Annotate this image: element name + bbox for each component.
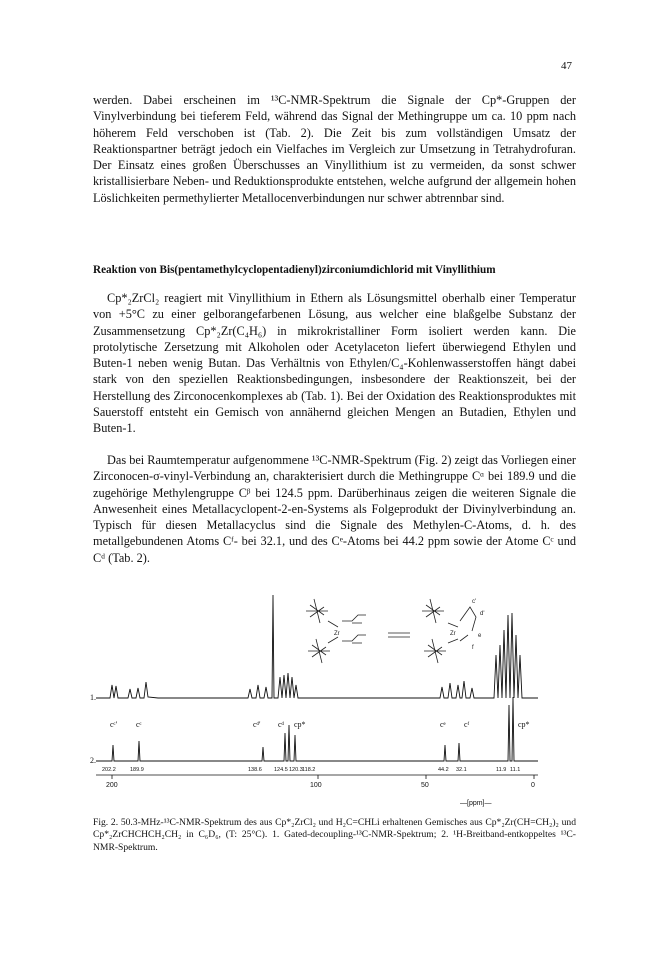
peak-label-cd: cᵈ [278,720,285,729]
peak-value-202: 202.2 [102,767,116,773]
spectrum2-label: 2. [90,756,96,765]
peak-label-cd-prime: cᵈ' [253,720,261,729]
structure-label-d: d' [480,611,485,617]
axis-tick-100: 100 [310,782,322,789]
peak-label-ce: cᵉ [440,720,446,729]
paragraph-intro: werden. Dabei erscheinen im ¹³C-NMR-Spektrum die Signale der Cp*-Gruppen der Vinylverbindung bei tieferem Feld, während das Signal der Methingruppe um ca. 10 ppm nach höherem Feld verschoben ist (Tab. 2). Die Zeit bis zum vollständigen Umsatz der Reaktionspartner beträgt jedoch ein Vielfaches im Vergleich zur Umsetzung in Tetrahydrofuran. Der Einsatz eines großen Überschusses an Vinyllithium ist zu vermeiden, da sonst schwer kristallisierbare Neben- und Reduktionsprodukte entstehen, welche aufgrund der allgemein hohen Löslichkeiten permethylierter Metallocenverbindungen nur schwer abtrennbar sind. [93,93,576,205]
peak-label-cp-star-2: cp* [518,720,530,729]
peak-value-120: 120.3 [289,767,303,773]
paragraph-nmr: Das bei Raumtemperatur aufgenommene ¹³C-NMR-Spektrum (Fig. 2) zeigt das Vorliegen einer Zirconocen-σ-vinyl-Verbindung an, charakterisiert durch die Methingruppe Cᵅ bei 189.9 und die zugehörige Methylengruppe Cᵝ bei 124.5 ppm. Darüberhinaus zeigen die weiteren Signale die Anwesenheit eines Metallacyclopent-2-en-Systems als Folgeprodukt der Divinylverbindung an. Typisch für diesen Metallacyclus sind die Signale des Methylen-C-Atoms, d. h. des metallgebundenen Atoms Cᶠ- bei 32.1, und des Cᵉ-Atoms bei 44.2 ppm sowie der Atome Cᶜ und Cᵈ (Tab. 2). [93,453,576,565]
axis-unit-label: —[ppm]— [460,800,492,807]
peak-value-138: 138.6 [248,767,262,773]
peak-value-44: 44.2 [438,767,449,773]
peak-label-cf: cᶠ [464,720,470,729]
nmr-figure [88,585,548,810]
paragraph-reaction: Cp*₂ZrCl₂ reagiert mit Vinyllithium in Ethern als Lösungsmittel oberhalb einer Temperatur von +5°C zu einer gelborangefarbenen Lösung, aus welcher eine blaßgelbe Substanz der Zusammensetzung Cp*₂Zr(C₄H₆) in mikrokristalliner Form isoliert werden kann. Die protolytische Zersetzung mit Alkoholen oder Acetylaceton liefert überwiegend Ethylen und Buten-1 neben wenig Butan. Das Verhältnis von Ethylen/C₄-Kohlenwasserstoffen hängt dabei stark von den speziellen Reaktionsbedingungen, insbesondere der Reaktionszeit, bei der Herstellung des Zirconocenkomplexes ab (Tab. 1). Bei der Oxidation des Reaktionsproduktes mit Sauerstoff entsteht ein Gemisch von annähernd gleichen Mengen an Butadien, Ethylen und Buten-1. [93,291,576,436]
peak-value-189: 189.9 [130,767,144,773]
page-number: 47 [561,60,572,72]
peak-value-11-9: 11.9 [496,767,507,773]
structure-zr-label: Zr [334,631,340,637]
peak-value-11-1: 11.1 [510,767,521,773]
peak-label-cp-star: cp* [294,720,306,729]
structure-zr-label-2: Zr [450,631,456,637]
structure-label-f: f [472,645,474,651]
axis-tick-50: 50 [421,782,429,789]
peak-value-118: 118.2 [302,767,316,773]
nmr-spectrum-svg [88,585,548,810]
section-heading: Reaktion von Bis(pentamethylcyclopentadienyl)zirconiumdichlorid mit Vinyllithium [93,264,496,276]
spectrum2-trace [96,697,538,761]
peak-value-124: 124.5 [274,767,288,773]
peak-label-cc-prime: cᶜ' [110,720,118,729]
peak-value-32: 32.1 [456,767,467,773]
figure-caption: Fig. 2. 50.3-MHz-¹³C-NMR-Spektrum des aus Cp*₂ZrCl₂ und H₂C=CHLi erhaltenen Gemisches aus Cp*₂Zr(CH=CH₂)₂ und Cp*₂ZrCHCHCH₂CH₂ in C₆D₆, (T: 25°C). 1. Gated-decoupling-¹³C-NMR-Spektrum; 2. ¹H-Breitband-entkoppeltes ¹³C-NMR-Spektrum. [93,817,576,853]
axis-tick-0: 0 [531,782,535,789]
peak-label-cc: cᶜ [136,720,142,729]
structure-label-e: e [478,633,482,639]
spectrum1-label: 1. [90,693,96,702]
structure-label-c: c' [472,599,477,605]
axis-tick-200: 200 [106,782,118,789]
